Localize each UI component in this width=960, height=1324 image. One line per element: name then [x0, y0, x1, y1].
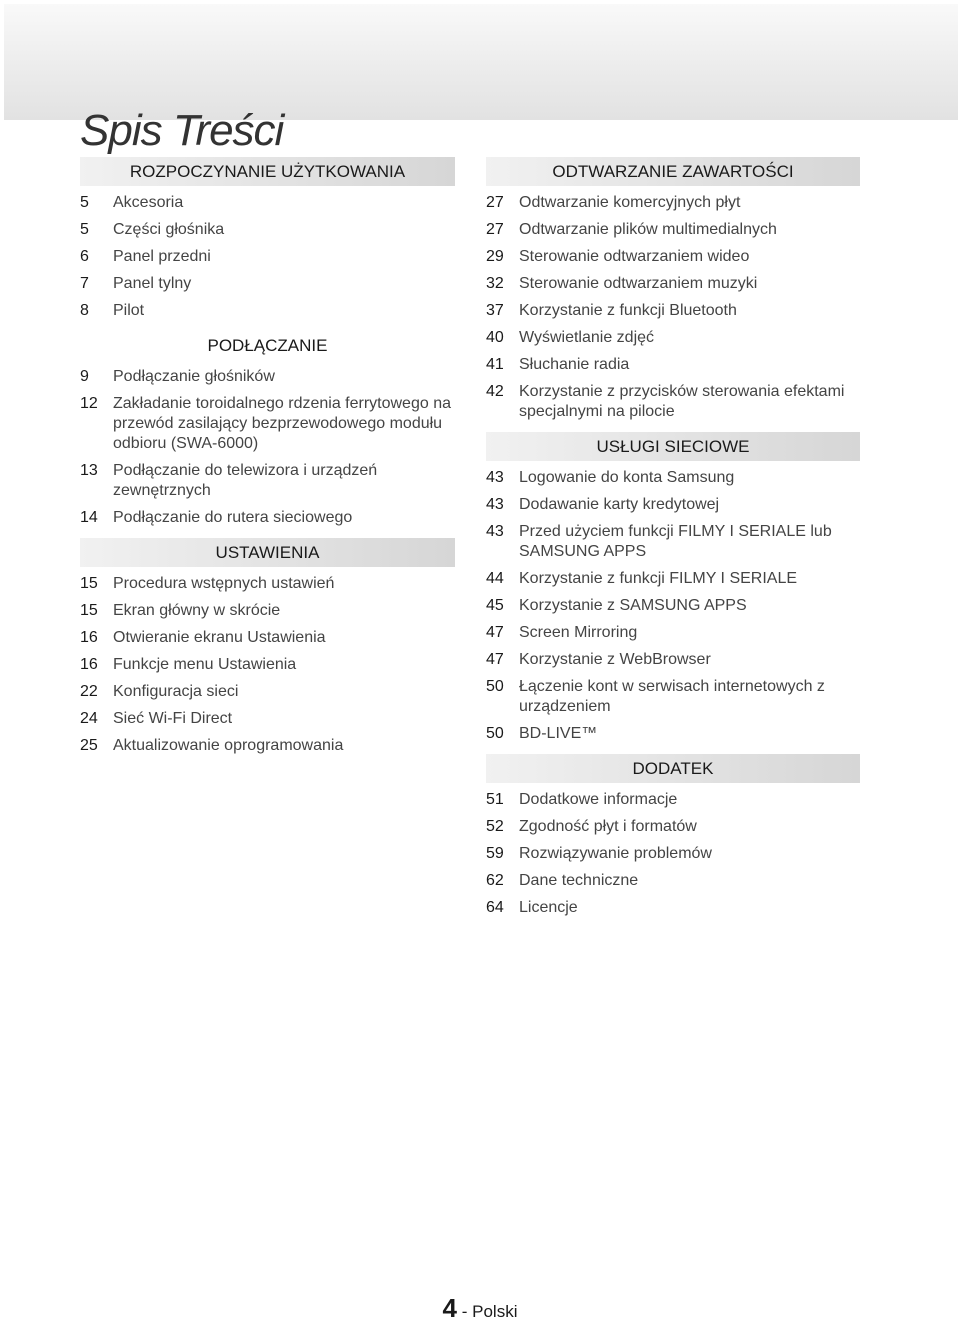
entry-title: Zakładanie toroidalnego rdzenia ferrytowego na przewód zasilający bezprzewodowego modułu odbioru (SWA-6000) — [113, 395, 451, 452]
toc-entry[interactable] — [80, 601, 455, 621]
toc-entry[interactable] — [486, 193, 860, 213]
toc-entry[interactable] — [80, 628, 455, 648]
entry-title: Ekran główny w skrócie — [113, 602, 281, 619]
page-number: 43 — [486, 496, 504, 513]
toc-entry[interactable] — [486, 355, 860, 375]
page-number: 15 — [80, 602, 98, 619]
toc-entry[interactable] — [486, 301, 860, 321]
toc-entry[interactable] — [486, 844, 860, 864]
page-number: 43 — [486, 469, 504, 486]
entry-title: Procedura wstępnych ustawień — [113, 575, 335, 592]
page-number: 43 — [486, 523, 504, 540]
entry-title: Części głośnika — [113, 221, 225, 238]
entry-title: Screen Mirroring — [519, 624, 638, 641]
toc-entry[interactable] — [486, 596, 860, 616]
toc-entry[interactable] — [486, 790, 860, 810]
page-number: 16 — [80, 629, 98, 646]
section-header: ODTWARZANIE ZAWARTOŚCI — [486, 157, 860, 186]
entry-title: Podłączanie do rutera sieciowego — [113, 509, 353, 526]
entry-title: Logowanie do konta Samsung — [519, 469, 735, 486]
toc-entry[interactable] — [486, 247, 860, 267]
page-number: 13 — [80, 462, 98, 479]
section-header: USTAWIENIA — [80, 538, 455, 567]
footer-separator: - — [461, 1302, 468, 1321]
toc-entry[interactable] — [486, 724, 860, 744]
page-number: 50 — [486, 678, 504, 695]
toc-entry[interactable] — [486, 274, 860, 294]
entry-title: Odtwarzanie plików multimedialnych — [519, 221, 777, 238]
section-dodatek — [486, 754, 860, 918]
section-header: DODATEK — [486, 754, 860, 783]
toc-entry[interactable] — [80, 193, 455, 213]
toc-entry[interactable] — [486, 495, 860, 515]
entry-title: Wyświetlanie zdjęć — [519, 329, 655, 346]
toc-entry[interactable] — [80, 394, 455, 454]
left-column — [80, 157, 455, 763]
entry-title: Zgodność płyt i formatów — [519, 818, 697, 835]
entry-title: Pilot — [113, 302, 145, 319]
page-number: 47 — [486, 651, 504, 668]
toc-entry[interactable] — [486, 468, 860, 488]
page-number: 16 — [80, 656, 98, 673]
toc-entry[interactable] — [486, 623, 860, 643]
page-number: 24 — [80, 710, 98, 727]
toc-entry[interactable] — [486, 220, 860, 240]
toc-entry[interactable] — [486, 650, 860, 670]
entry-title: Przed użyciem funkcji FILMY I SERIALE lub SAMSUNG APPS — [519, 523, 832, 560]
entry-title: Sieć Wi-Fi Direct — [113, 710, 233, 727]
page-number: 7 — [80, 275, 89, 292]
entry-title: Dane techniczne — [519, 872, 639, 889]
page-number: 5 — [80, 194, 89, 211]
entry-title: Panel przedni — [113, 248, 211, 265]
right-column — [486, 157, 860, 925]
page-number: 42 — [486, 383, 504, 400]
page-number: 47 — [486, 624, 504, 641]
toc-entry[interactable] — [80, 508, 455, 528]
entry-title: Podłączanie do telewizora i urządzeń zewnętrznych — [113, 462, 378, 499]
page-number: 52 — [486, 818, 504, 835]
entry-title: Korzystanie z funkcji Bluetooth — [519, 302, 737, 319]
entry-title: Korzystanie z funkcji FILMY I SERIALE — [519, 570, 798, 587]
header-band — [4, 4, 958, 120]
entry-title: Łączenie kont w serwisach internetowych z urządzeniem — [519, 678, 825, 715]
toc-entry[interactable] — [80, 736, 455, 756]
entry-title: Sterowanie odtwarzaniem wideo — [519, 248, 750, 265]
toc-entry[interactable] — [486, 677, 860, 717]
page-number: 9 — [80, 368, 89, 385]
entry-title: Akcesoria — [113, 194, 184, 211]
section-uslugi-sieciowe — [486, 432, 860, 744]
page-number: 32 — [486, 275, 504, 292]
entry-title: Konfiguracja sieci — [113, 683, 239, 700]
toc-entry[interactable] — [486, 382, 860, 422]
page-number: 41 — [486, 356, 504, 373]
page-number: 51 — [486, 791, 504, 808]
page-number: 29 — [486, 248, 504, 265]
toc-entry[interactable] — [486, 328, 860, 348]
page-number: 14 — [80, 509, 98, 526]
entry-title: Rozwiązywanie problemów — [519, 845, 712, 862]
toc-entry[interactable] — [80, 274, 455, 294]
toc-entry[interactable] — [80, 461, 455, 501]
page-title: Spis Treści — [80, 106, 284, 156]
toc-entry[interactable] — [80, 220, 455, 240]
page-number: 45 — [486, 597, 504, 614]
entry-title: Panel tylny — [113, 275, 192, 292]
footer-language: Polski — [472, 1302, 518, 1321]
section-odtwarzanie — [486, 157, 860, 422]
toc-entry[interactable] — [80, 682, 455, 702]
entry-title: Słuchanie radia — [519, 356, 630, 373]
page-number: 59 — [486, 845, 504, 862]
entry-title: Dodatkowe informacje — [519, 791, 678, 808]
toc-entry[interactable] — [80, 574, 455, 594]
page-number: 22 — [80, 683, 98, 700]
page-footer — [0, 1293, 960, 1324]
page-number: 44 — [486, 570, 504, 587]
page-number: 12 — [80, 395, 98, 412]
page-number: 15 — [80, 575, 98, 592]
page-number: 27 — [486, 194, 504, 211]
page-number: 37 — [486, 302, 504, 319]
toc-entry[interactable] — [80, 655, 455, 675]
entry-title: Korzystanie z przycisków sterowania efektami specjalnymi na pilocie — [519, 383, 845, 420]
entry-title: Funkcje menu Ustawienia — [113, 656, 297, 673]
toc-entry[interactable] — [486, 898, 860, 918]
page-number: 40 — [486, 329, 504, 346]
entry-title: Podłączanie głośników — [113, 368, 275, 385]
section-ustawienia — [80, 538, 455, 756]
page-number: 5 — [80, 221, 89, 238]
section-rozpoczynanie — [80, 157, 455, 321]
footer-page-number: 4 — [442, 1293, 457, 1323]
entry-title: Korzystanie z SAMSUNG APPS — [519, 597, 747, 614]
entry-title: Dodawanie karty kredytowej — [519, 496, 720, 513]
toc-entry[interactable] — [80, 367, 455, 387]
toc-entry[interactable] — [486, 522, 860, 562]
page-number: 25 — [80, 737, 98, 754]
section-header: USŁUGI SIECIOWE — [486, 432, 860, 461]
entry-title: Odtwarzanie komercyjnych płyt — [519, 194, 741, 211]
toc-entry[interactable] — [80, 709, 455, 729]
page-number: 8 — [80, 302, 89, 319]
page-number: 6 — [80, 248, 89, 265]
entry-title: Otwieranie ekranu Ustawienia — [113, 629, 326, 646]
section-podlaczanie — [80, 331, 455, 528]
entry-title: Aktualizowanie oprogramowania — [113, 737, 344, 754]
page-number: 27 — [486, 221, 504, 238]
toc-entry[interactable] — [80, 247, 455, 267]
entry-title: Korzystanie z WebBrowser — [519, 651, 711, 668]
toc-entry[interactable] — [486, 871, 860, 891]
toc-entry[interactable] — [486, 817, 860, 837]
entry-title: Sterowanie odtwarzaniem muzyki — [519, 275, 758, 292]
entry-title: BD-LIVE™ — [519, 725, 598, 742]
section-header: ROZPOCZYNANIE UŻYTKOWANIA — [80, 157, 455, 186]
section-header: PODŁĄCZANIE — [80, 331, 455, 360]
entry-title: Licencje — [519, 899, 578, 916]
page-number: 50 — [486, 725, 504, 742]
toc-entry[interactable] — [80, 301, 455, 321]
page-number: 64 — [486, 899, 504, 916]
toc-entry[interactable] — [486, 569, 860, 589]
page-number: 62 — [486, 872, 504, 889]
